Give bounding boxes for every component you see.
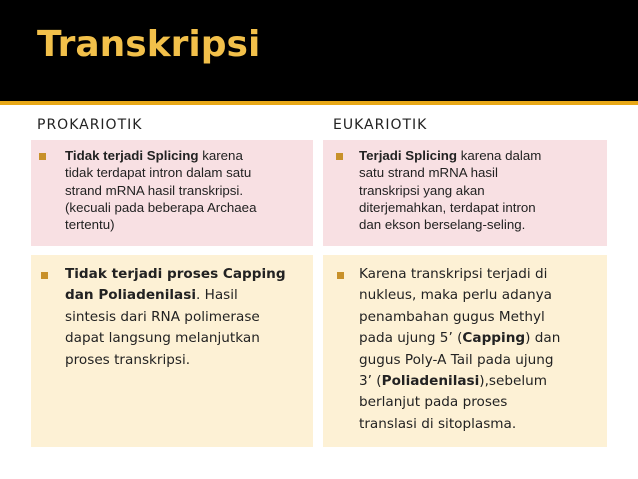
text-line: (kecuali pada beberapa Archaea	[65, 199, 257, 215]
text-line: diterjemahkan, terdapat intron	[359, 199, 536, 215]
text-line: tidak terdapat intron dalam satu	[65, 165, 252, 181]
text-line: karena dalam	[457, 148, 542, 163]
prokariotik-splicing-bold: Tidak terjadi Splicing	[65, 148, 199, 163]
eukariotik-heading: EUKARIOTIK	[333, 117, 428, 133]
text-line: translasi di sitoplasma.	[359, 415, 517, 432]
text-line: satu strand mRNA hasil	[359, 165, 498, 181]
prokariotik-splicing-text	[65, 147, 256, 233]
prokariotik-capping-text	[65, 264, 286, 371]
poliadenilasi-bold: Poliadenilasi	[381, 373, 480, 390]
text-line: penambahan gugus Methyl	[359, 308, 545, 325]
text-line: . Hasil	[195, 287, 238, 304]
bullet-icon	[39, 153, 46, 160]
text-line: berlanjut pada proses	[359, 394, 508, 411]
text-line: strand mRNA hasil transkripsi.	[65, 182, 244, 198]
text-line: gugus Poly-A Tail pada ujung	[359, 351, 554, 368]
text-line: transkripsi yang akan	[359, 182, 485, 198]
text-line: proses transkripsi.	[65, 351, 191, 368]
prokariotik-capping-bold: Tidak terjadi proses Capping	[65, 266, 286, 282]
text-line: nukleus, maka perlu adanya	[359, 287, 553, 304]
text-line: dapat langsung melanjutkan	[65, 330, 260, 347]
bullet-icon	[336, 153, 343, 160]
text-line: karena	[198, 148, 243, 163]
text-line: dan ekson berselang-seling.	[359, 217, 526, 233]
text-line: Karena transkripsi terjadi di	[359, 266, 548, 282]
eukariotik-splicing-text	[359, 147, 541, 233]
text-line: ),sebelum	[479, 373, 547, 390]
text-line: ) dan	[525, 330, 561, 347]
bullet-icon	[41, 272, 48, 279]
eukariotik-splicing-bold: Terjadi Splicing	[359, 148, 458, 163]
bullet-icon	[337, 272, 344, 279]
slide-title: Transkripsi	[37, 24, 261, 65]
text-line: tertentu)	[65, 217, 115, 233]
eukariotik-capping-text	[359, 264, 560, 435]
capping-bold: Capping	[462, 330, 526, 347]
text-line: pada ujung 5’ (	[359, 330, 463, 347]
text-line: 3’ (	[359, 373, 382, 390]
prokariotik-heading: PROKARIOTIK	[37, 117, 143, 133]
prokariotik-poliadenilasi-bold: dan Poliadenilasi	[65, 287, 196, 304]
accent-divider	[0, 101, 638, 105]
text-line: sintesis dari RNA polimerase	[65, 308, 260, 325]
